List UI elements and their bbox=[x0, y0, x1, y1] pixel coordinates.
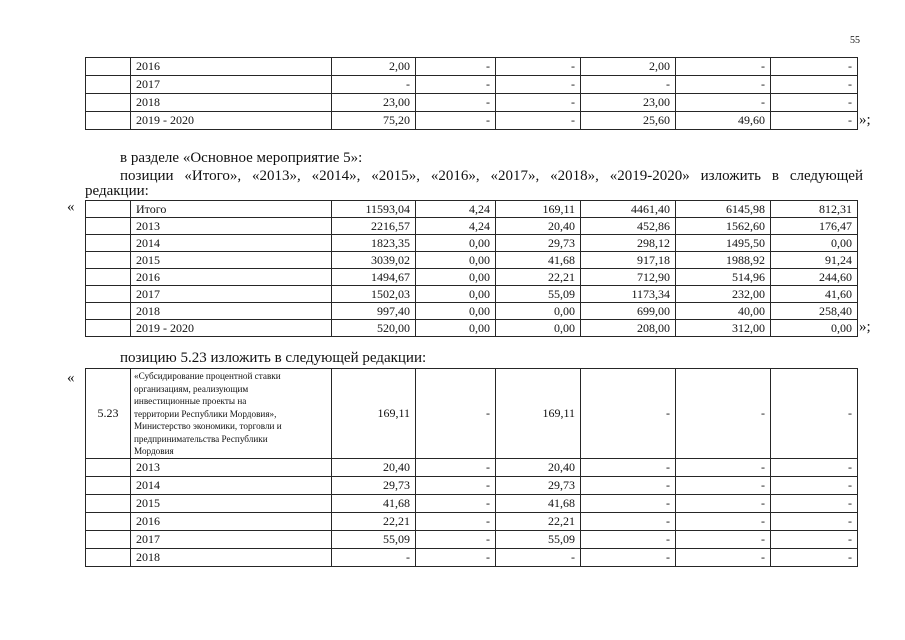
row-label-cell: Итого bbox=[131, 201, 332, 218]
table-row bbox=[86, 548, 858, 566]
table-row bbox=[86, 112, 858, 130]
value-cell: 699,00 bbox=[581, 303, 676, 320]
row-number-cell bbox=[86, 548, 131, 566]
row-label-cell: 2018 bbox=[131, 94, 332, 112]
table-row bbox=[86, 235, 858, 252]
value-cell: 2,00 bbox=[332, 58, 416, 76]
table-row bbox=[86, 476, 858, 494]
funding-table-continuation bbox=[85, 57, 858, 130]
value-cell: 997,40 bbox=[332, 303, 416, 320]
table-row bbox=[86, 494, 858, 512]
value-cell: - bbox=[496, 76, 581, 94]
table-row-5-23 bbox=[86, 369, 858, 459]
value-cell: 6145,98 bbox=[676, 201, 771, 218]
row-label-cell: 2016 bbox=[131, 269, 332, 286]
row-number-cell bbox=[86, 303, 131, 320]
value-cell: - bbox=[416, 58, 496, 76]
value-cell: - bbox=[496, 58, 581, 76]
opening-quote-mark: « bbox=[67, 199, 75, 215]
value-cell: - bbox=[676, 369, 771, 459]
description-line: Мордовия bbox=[134, 446, 174, 456]
value-cell: - bbox=[676, 548, 771, 566]
value-cell: 169,11 bbox=[496, 369, 581, 459]
table-row bbox=[86, 458, 858, 476]
table-row bbox=[86, 94, 858, 112]
opening-quote-mark: « bbox=[67, 370, 75, 386]
value-cell: - bbox=[676, 512, 771, 530]
value-cell: - bbox=[581, 369, 676, 459]
row-label-cell: 2019 - 2020 bbox=[131, 320, 332, 337]
table-row bbox=[86, 58, 858, 76]
row-label-cell: 2017 bbox=[131, 76, 332, 94]
value-cell: - bbox=[416, 94, 496, 112]
row-label-cell: 2016 bbox=[131, 512, 332, 530]
value-cell: - bbox=[416, 369, 496, 459]
value-cell: 55,09 bbox=[496, 530, 581, 548]
value-cell: - bbox=[771, 530, 858, 548]
value-cell: 55,09 bbox=[496, 286, 581, 303]
value-cell: 40,00 bbox=[676, 303, 771, 320]
value-cell: 29,73 bbox=[496, 476, 581, 494]
value-cell: 4461,40 bbox=[581, 201, 676, 218]
row-number-cell bbox=[86, 286, 131, 303]
value-cell: 1494,67 bbox=[332, 269, 416, 286]
row-number-cell bbox=[86, 235, 131, 252]
instruction-section-text: в разделе «Основное мероприятие 5»: bbox=[120, 150, 363, 166]
row-number-cell bbox=[86, 458, 131, 476]
table-row bbox=[86, 201, 858, 218]
value-cell: 20,40 bbox=[496, 458, 581, 476]
table-row bbox=[86, 269, 858, 286]
value-cell: 1562,60 bbox=[676, 218, 771, 235]
value-cell: 22,21 bbox=[496, 512, 581, 530]
instruction-positions-text-continued: редакции: bbox=[85, 183, 149, 199]
value-cell: 29,73 bbox=[496, 235, 581, 252]
value-cell: 25,60 bbox=[581, 112, 676, 130]
value-cell: - bbox=[416, 76, 496, 94]
value-cell: 452,86 bbox=[581, 218, 676, 235]
value-cell: 41,68 bbox=[496, 252, 581, 269]
table-row bbox=[86, 252, 858, 269]
value-cell: - bbox=[676, 76, 771, 94]
value-cell: - bbox=[496, 94, 581, 112]
value-cell: - bbox=[416, 530, 496, 548]
main-activity-5-table bbox=[85, 200, 858, 337]
value-cell: 514,96 bbox=[676, 269, 771, 286]
value-cell: 91,24 bbox=[771, 252, 858, 269]
value-cell: 917,18 bbox=[581, 252, 676, 269]
value-cell: 55,09 bbox=[332, 530, 416, 548]
row-number-cell bbox=[86, 252, 131, 269]
row-label-cell: 2015 bbox=[131, 494, 332, 512]
row-label-cell: 2013 bbox=[131, 218, 332, 235]
row-number-cell bbox=[86, 76, 131, 94]
row-label-cell: 2018 bbox=[131, 548, 332, 566]
row-label-cell: 2018 bbox=[131, 303, 332, 320]
value-cell: 1988,92 bbox=[676, 252, 771, 269]
value-cell: - bbox=[581, 458, 676, 476]
instruction-position-5-23-text: позицию 5.23 изложить в следующей редакции: bbox=[120, 350, 427, 366]
value-cell: - bbox=[676, 494, 771, 512]
position-5-23-table bbox=[85, 368, 858, 567]
value-cell: 22,21 bbox=[496, 269, 581, 286]
value-cell: - bbox=[332, 548, 416, 566]
value-cell: - bbox=[581, 494, 676, 512]
row-number-cell bbox=[86, 530, 131, 548]
value-cell: 2216,57 bbox=[332, 218, 416, 235]
value-cell: - bbox=[771, 94, 858, 112]
table-body bbox=[86, 201, 858, 337]
value-cell: - bbox=[416, 476, 496, 494]
value-cell: 0,00 bbox=[496, 303, 581, 320]
value-cell: 0,00 bbox=[771, 235, 858, 252]
table-row bbox=[86, 530, 858, 548]
value-cell: - bbox=[676, 530, 771, 548]
value-cell: 11593,04 bbox=[332, 201, 416, 218]
table-body bbox=[86, 58, 858, 130]
value-cell: 75,20 bbox=[332, 112, 416, 130]
table-row bbox=[86, 303, 858, 320]
value-cell: 0,00 bbox=[416, 320, 496, 337]
row-number-cell bbox=[86, 94, 131, 112]
value-cell: 0,00 bbox=[416, 303, 496, 320]
row-number-cell bbox=[86, 201, 131, 218]
page-number: 55 bbox=[850, 35, 860, 46]
value-cell: 232,00 bbox=[676, 286, 771, 303]
row-number-cell bbox=[86, 218, 131, 235]
value-cell: 312,00 bbox=[676, 320, 771, 337]
value-cell: - bbox=[581, 530, 676, 548]
value-cell: 41,68 bbox=[332, 494, 416, 512]
value-cell: 4,24 bbox=[416, 218, 496, 235]
value-cell: 0,00 bbox=[416, 286, 496, 303]
value-cell: - bbox=[771, 112, 858, 130]
value-cell: - bbox=[676, 476, 771, 494]
value-cell: - bbox=[581, 76, 676, 94]
row-label-cell: 2017 bbox=[131, 530, 332, 548]
row-number-cell bbox=[86, 476, 131, 494]
value-cell: 1173,34 bbox=[581, 286, 676, 303]
row-label-cell: 2013 bbox=[131, 458, 332, 476]
value-cell: 1495,50 bbox=[676, 235, 771, 252]
value-cell: 0,00 bbox=[496, 320, 581, 337]
value-cell: - bbox=[771, 76, 858, 94]
value-cell: - bbox=[416, 548, 496, 566]
value-cell: - bbox=[771, 369, 858, 459]
value-cell: - bbox=[676, 58, 771, 76]
description-line: организациям, реализующим bbox=[134, 383, 249, 394]
description-line: Министерство экономики, торговли и bbox=[134, 421, 282, 431]
value-cell: - bbox=[771, 458, 858, 476]
value-cell: - bbox=[771, 512, 858, 530]
value-cell: - bbox=[416, 112, 496, 130]
table-row bbox=[86, 286, 858, 303]
value-cell: - bbox=[416, 458, 496, 476]
row-number-cell: 5.23 bbox=[86, 369, 131, 459]
value-cell: 169,11 bbox=[496, 201, 581, 218]
instruction-positions-text: позиции «Итого», «2013», «2014», «2015», «2016», «2017», «2018», «2019-2020» изложить в следующей bbox=[120, 168, 863, 184]
row-number-cell bbox=[86, 58, 131, 76]
value-cell: 169,11 bbox=[332, 369, 416, 459]
value-cell: - bbox=[676, 94, 771, 112]
value-cell: - bbox=[496, 112, 581, 130]
value-cell: 0,00 bbox=[416, 235, 496, 252]
value-cell: - bbox=[332, 76, 416, 94]
value-cell: 20,40 bbox=[496, 218, 581, 235]
value-cell: - bbox=[771, 58, 858, 76]
value-cell: 0,00 bbox=[416, 252, 496, 269]
description-line: «Субсидирование процентной ставки bbox=[134, 371, 281, 381]
value-cell: - bbox=[496, 548, 581, 566]
value-cell: 244,60 bbox=[771, 269, 858, 286]
row-label-cell: 2017 bbox=[131, 286, 332, 303]
row-number-cell bbox=[86, 112, 131, 130]
value-cell: 23,00 bbox=[332, 94, 416, 112]
table-row bbox=[86, 218, 858, 235]
row-label-cell: 2019 - 2020 bbox=[131, 112, 332, 130]
measure-description-cell bbox=[131, 369, 332, 459]
row-number-cell bbox=[86, 494, 131, 512]
value-cell: 812,31 bbox=[771, 201, 858, 218]
value-cell: 520,00 bbox=[332, 320, 416, 337]
closing-quote-mark: »; bbox=[859, 319, 871, 335]
value-cell: 3039,02 bbox=[332, 252, 416, 269]
value-cell: 41,60 bbox=[771, 286, 858, 303]
value-cell: - bbox=[676, 458, 771, 476]
value-cell: 41,68 bbox=[496, 494, 581, 512]
description-line: территории Республики Мордовия», bbox=[134, 408, 277, 419]
closing-quote-mark: »; bbox=[859, 112, 871, 128]
value-cell: 49,60 bbox=[676, 112, 771, 130]
value-cell: - bbox=[771, 548, 858, 566]
value-cell: 208,00 bbox=[581, 320, 676, 337]
row-number-cell bbox=[86, 269, 131, 286]
value-cell: 712,90 bbox=[581, 269, 676, 286]
value-cell: 22,21 bbox=[332, 512, 416, 530]
value-cell: 29,73 bbox=[332, 476, 416, 494]
value-cell: 0,00 bbox=[771, 320, 858, 337]
value-cell: - bbox=[581, 512, 676, 530]
value-cell: 1823,35 bbox=[332, 235, 416, 252]
table-row bbox=[86, 512, 858, 530]
row-number-cell bbox=[86, 512, 131, 530]
value-cell: - bbox=[416, 512, 496, 530]
row-label-cell: 2015 bbox=[131, 252, 332, 269]
value-cell: - bbox=[771, 494, 858, 512]
value-cell: 176,47 bbox=[771, 218, 858, 235]
table-body bbox=[86, 369, 858, 567]
value-cell: 2,00 bbox=[581, 58, 676, 76]
row-label-cell: 2016 bbox=[131, 58, 332, 76]
row-number-cell bbox=[86, 320, 131, 337]
value-cell: 20,40 bbox=[332, 458, 416, 476]
value-cell: - bbox=[416, 494, 496, 512]
value-cell: 298,12 bbox=[581, 235, 676, 252]
row-label-cell: 2014 bbox=[131, 235, 332, 252]
value-cell: - bbox=[771, 476, 858, 494]
value-cell: 23,00 bbox=[581, 94, 676, 112]
description-line: предпринимательства Республики bbox=[134, 433, 268, 444]
value-cell: 4,24 bbox=[416, 201, 496, 218]
description-line: инвестиционные проекты на bbox=[134, 396, 247, 406]
table-row bbox=[86, 320, 858, 337]
value-cell: - bbox=[581, 476, 676, 494]
table-row bbox=[86, 76, 858, 94]
value-cell: 258,40 bbox=[771, 303, 858, 320]
value-cell: 1502,03 bbox=[332, 286, 416, 303]
value-cell: - bbox=[581, 548, 676, 566]
row-label-cell: 2014 bbox=[131, 476, 332, 494]
value-cell: 0,00 bbox=[416, 269, 496, 286]
